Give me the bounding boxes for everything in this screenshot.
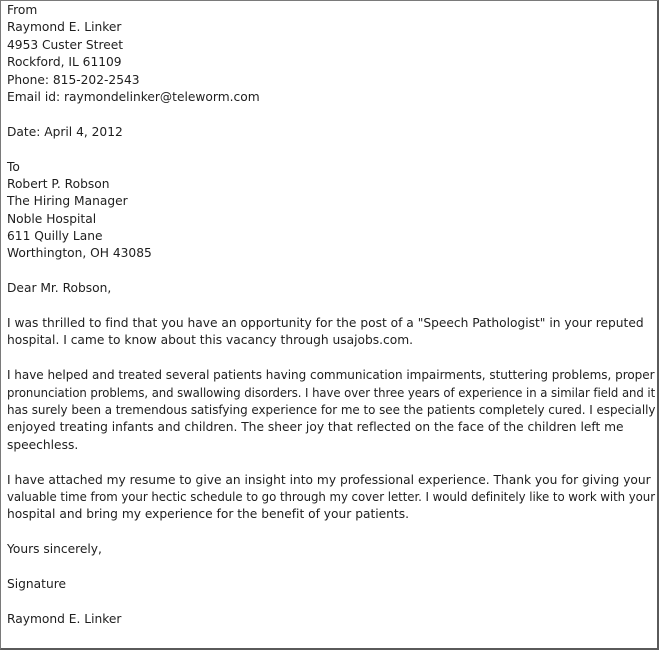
sender-email: Email id: raymondelinker@teleworm.com [7,89,260,104]
recipient-block [7,159,658,263]
closing: Yours sincerely, [7,542,102,557]
spacer [7,593,658,610]
recipient-street: 611 Quilly Lane [7,229,103,244]
from-label: From [7,3,38,17]
paragraph-line: enjoyed treating infants and children. The sheer joy that reflected on the face of the children left me [7,420,624,435]
sender-name: Raymond E. Linker [7,20,122,35]
paragraph-line: valuable time from your hectic schedule to go through my cover letter. I would definitely like to work with your [7,489,656,504]
spacer [7,106,658,123]
paragraph-line: I have attached my resume to give an insight into my professional experience. Thank you for giving your [7,472,651,487]
paragraph-line: I have helped and treated several patients having communication impairments, stuttering problems, proper [7,368,655,383]
spacer [7,298,658,315]
letter-date: Date: April 4, 2012 [7,124,123,139]
paragraph-line: hospital. I came to know about this vacancy through usajobs.com. [7,333,414,348]
signer-name: Raymond E. Linker [7,611,122,626]
salutation: Dear Mr. Robson, [7,281,112,296]
to-label: To [7,159,20,174]
cover-letter [7,2,658,628]
recipient-city: Worthington, OH 43085 [7,246,152,261]
body-paragraph-3 [7,472,658,524]
recipient-name: Robert P. Robson [7,176,110,191]
spacer [7,141,658,158]
spacer [7,350,658,367]
recipient-organization: Noble Hospital [7,211,97,226]
paragraph-line: has surely been a tremendous satisfying experience for me to see the patients completely cured. I especially [7,402,656,417]
sender-block [7,2,658,106]
spacer [7,559,658,576]
spacer [7,454,658,471]
spacer [7,524,658,541]
sender-phone: Phone: 815-202-2543 [7,72,140,87]
paragraph-line: hospital and bring my experience for the benefit of your patients. [7,507,409,522]
spacer [7,263,658,280]
signature: Signature [7,576,67,591]
paragraph-line: I was thrilled to find that you have an opportunity for the post of a "Speech Pathologist" in your reputed [7,316,644,331]
paragraph-line: speechless. [7,437,79,452]
paragraph-line: pronunciation problems, and swallowing disorders. I have over three years of experience in a similar field and it [7,385,656,400]
recipient-title: The Hiring Manager [7,194,128,209]
body-paragraph-2 [7,367,658,454]
sender-city: Rockford, IL 61109 [7,55,122,70]
body-paragraph-1 [7,315,658,350]
sender-street: 4953 Custer Street [7,37,124,52]
